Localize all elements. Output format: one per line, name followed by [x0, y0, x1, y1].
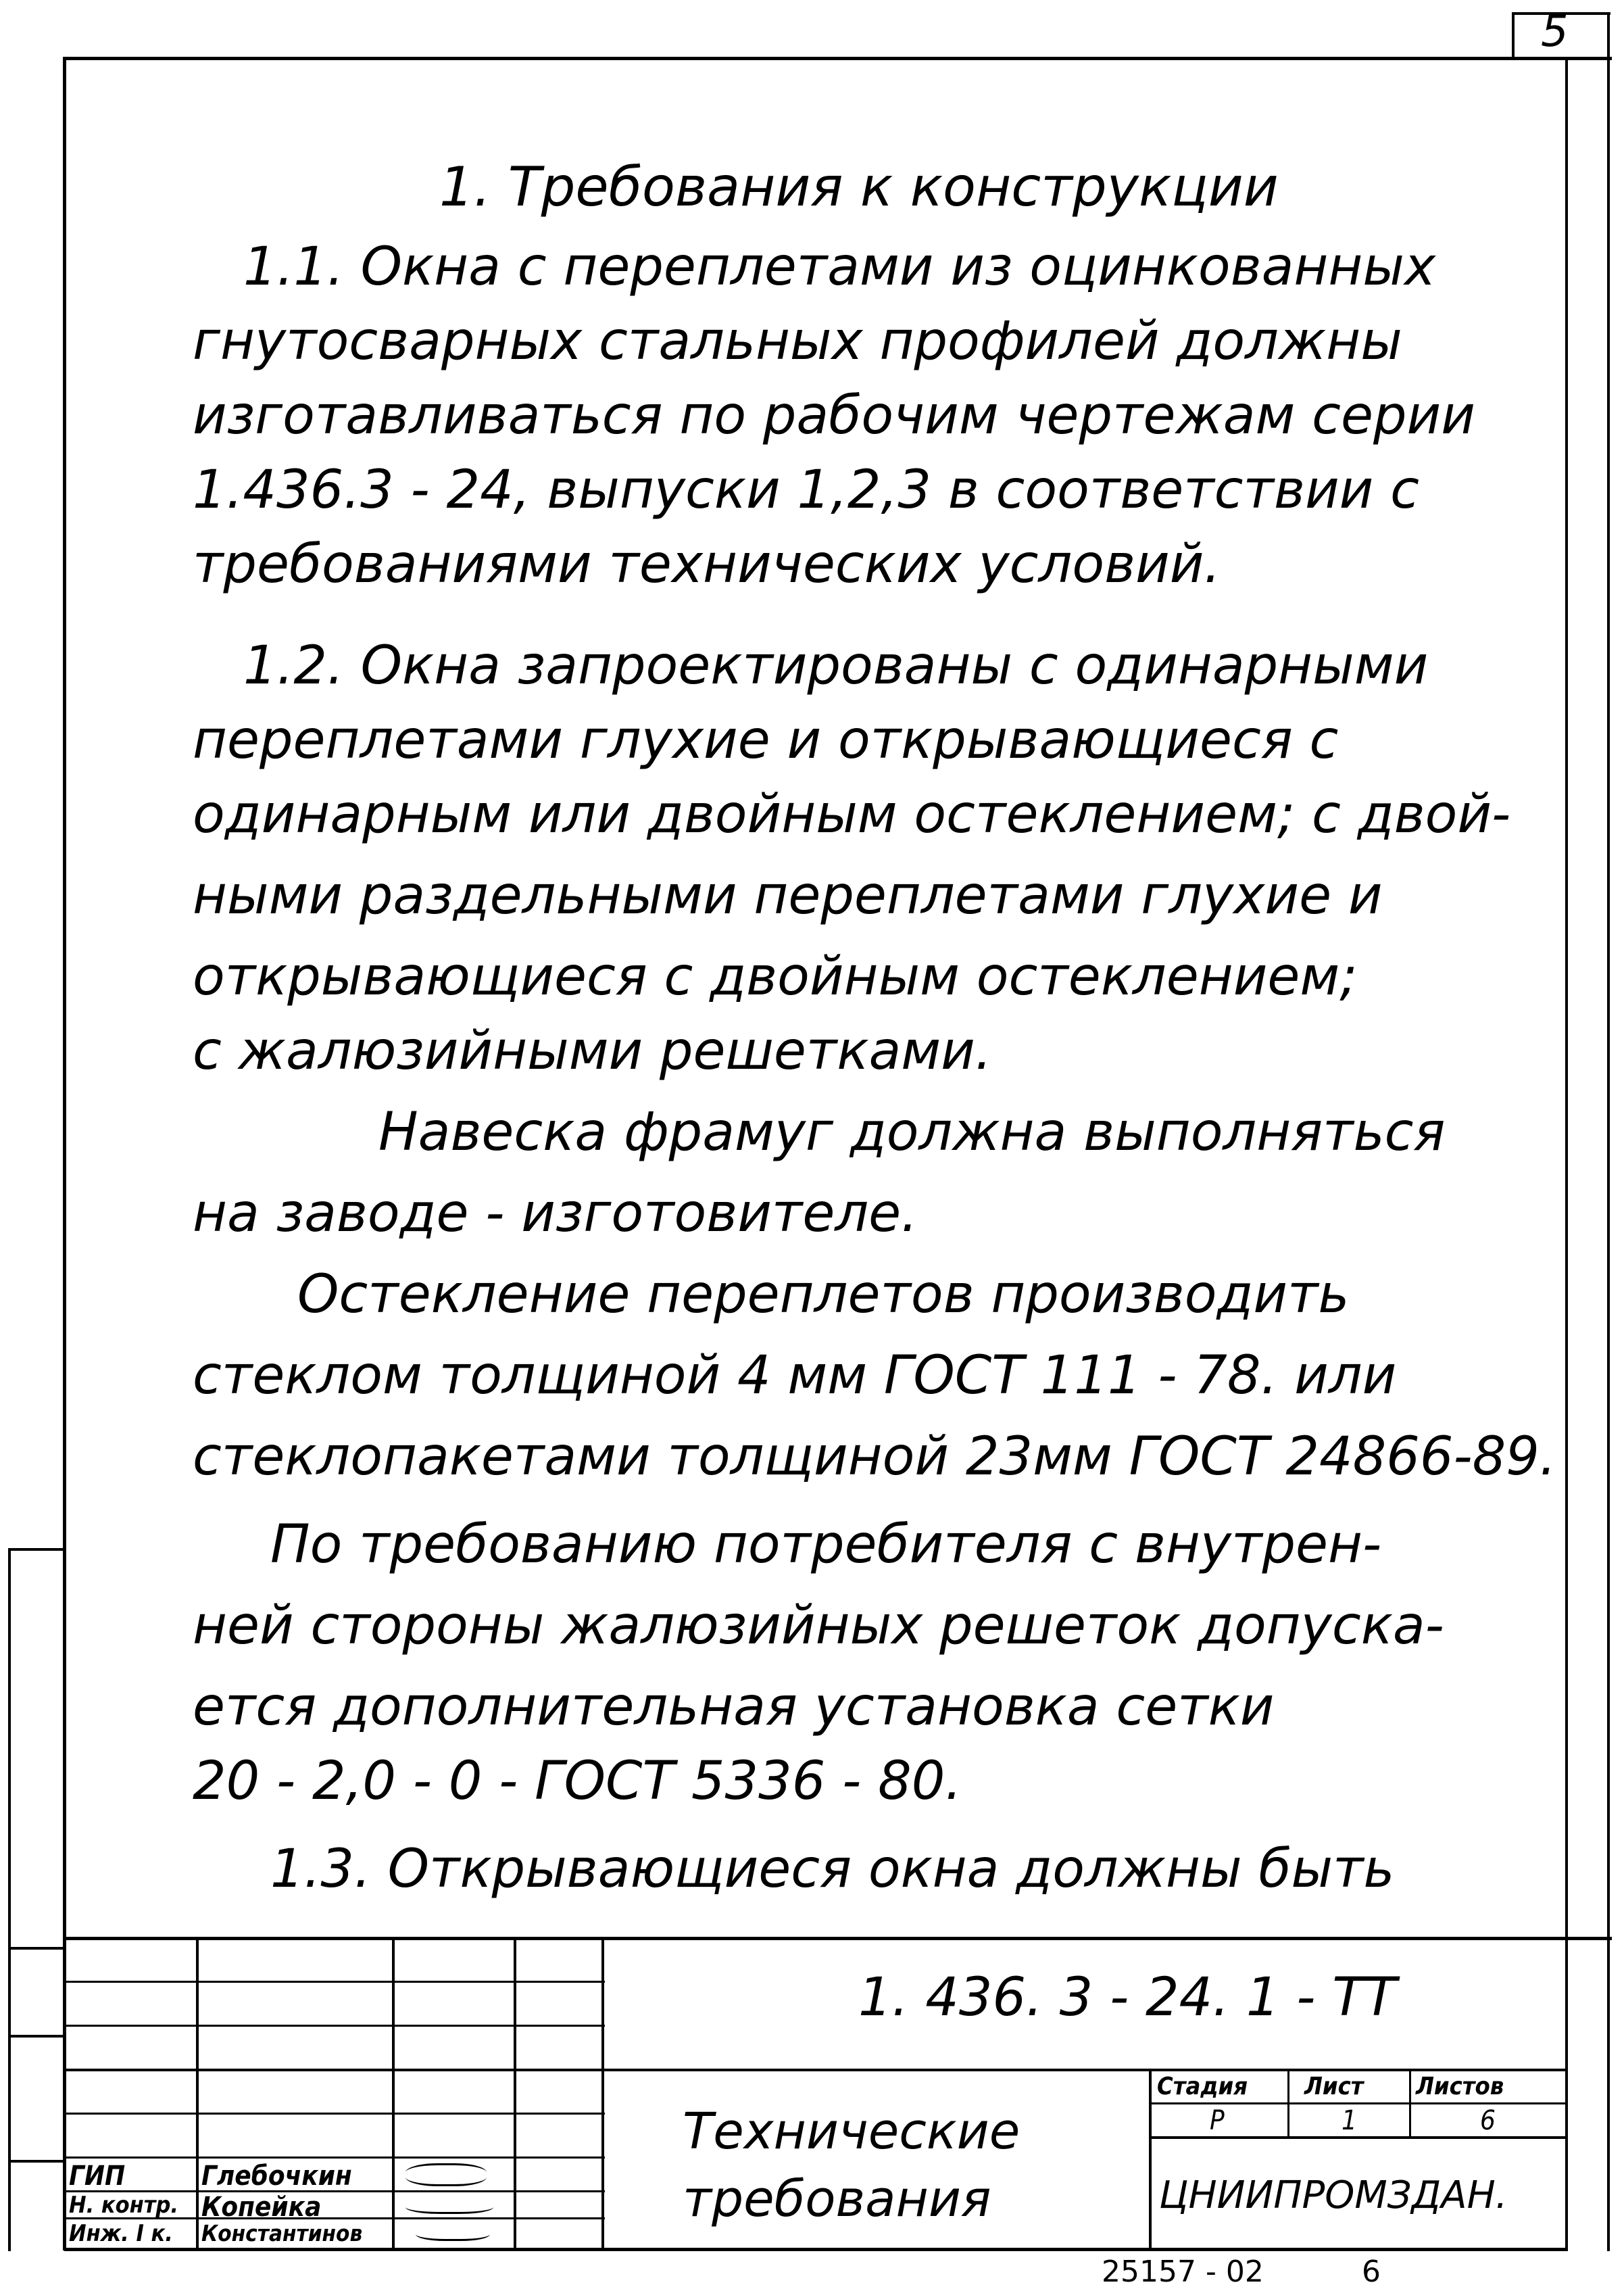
section-heading: 1. Требования к конструкции	[439, 155, 1279, 218]
archive-sheet: 6	[1362, 2255, 1381, 2289]
sheet-number: 5	[1541, 7, 1569, 57]
frame-left	[63, 57, 66, 2250]
title-block-top	[64, 1937, 1612, 1940]
title-grid-row	[64, 2157, 605, 2159]
sheets-header: Листов	[1416, 2073, 1504, 2100]
body-line: открывающиеся с двойным остеклением;	[193, 946, 1358, 1007]
body-line: изготавливаться по рабочим чертежам серии	[193, 385, 1475, 446]
title-right-divider	[1149, 2069, 1152, 2248]
margin-strip-tick-2	[8, 1947, 65, 1950]
frame-bottom	[64, 2248, 1568, 2251]
body-line: 1.2. Окна запроектированы с одинарными	[243, 635, 1429, 696]
margin-strip-tick-4	[8, 2160, 65, 2163]
body-line: Остекление переплетов производить	[297, 1264, 1350, 1325]
title-grid-col	[196, 1937, 199, 2248]
title-grid-row	[64, 2113, 605, 2115]
margin-strip-tick-3	[8, 2035, 65, 2038]
body-line: 1.436.3 - 24, выпуски 1,2,3 в соответствии с	[193, 460, 1420, 521]
stage-value: Р	[1210, 2105, 1225, 2136]
body-line: По требованию потребителя с внутрен-	[270, 1514, 1382, 1575]
title-grid-col	[392, 1937, 395, 2248]
archive-number: 25157 - 02	[1102, 2255, 1264, 2289]
title-right-row	[1149, 2136, 1568, 2139]
corner-box-left	[1512, 14, 1515, 59]
person-name: Копейка	[201, 2192, 322, 2223]
body-line: 20 - 2,0 - 0 - ГОСТ 5336 - 80.	[193, 1751, 962, 1812]
sheet-value: 1	[1342, 2105, 1357, 2136]
body-line: на заводе - изготовителе.	[193, 1183, 918, 1244]
body-line: с жалюзийными решетками.	[193, 1021, 992, 1082]
body-line: стеклом толщиной 4 мм ГОСТ 111 - 78. или	[193, 1345, 1397, 1406]
body-line: одинарным или двойным остеклением; с двой-	[193, 784, 1511, 845]
body-line: стеклопакетами толщиной 23мм ГОСТ 24866-89.	[193, 1426, 1556, 1487]
organization: ЦНИИПРОМЗДАН.	[1159, 2173, 1508, 2217]
body-line: 1.3. Открывающиеся окна должны быть	[270, 1839, 1395, 1900]
document-title-line-1: Технические	[683, 2102, 1020, 2161]
margin-strip-line	[8, 1548, 11, 2251]
title-grid-row	[64, 2025, 605, 2027]
document-code: 1. 436. 3 - 24. 1 - ТТ	[858, 1967, 1397, 2028]
body-line: гнутосварных стальных профилей должны	[193, 311, 1402, 372]
sheets-value: 6	[1480, 2105, 1496, 2136]
frame-top	[64, 57, 1612, 60]
title-grid-col	[601, 1937, 604, 2248]
person-name: Константинов	[201, 2220, 363, 2246]
body-line: ней стороны жалюзийных решеток допуска-	[193, 1595, 1444, 1656]
title-grid-row	[64, 2069, 1568, 2071]
body-line: переплетами глухие и открывающиеся с	[193, 710, 1339, 771]
sheet-header: Лист	[1304, 2073, 1364, 2100]
body-line: требованиями технических условий.	[193, 534, 1221, 595]
signature-2	[405, 2197, 493, 2214]
stage-header: Стадия	[1157, 2073, 1248, 2100]
signature-3	[416, 2224, 490, 2241]
body-line: ными раздельными переплетами глухие и	[193, 865, 1383, 926]
body-line: Навеска фрамуг должна выполняться	[378, 1102, 1446, 1163]
role-label: ГИП	[69, 2161, 126, 2192]
person-name: Глебочкин	[201, 2161, 352, 2192]
title-right-col	[1287, 2069, 1289, 2136]
frame-right-outer	[1607, 14, 1610, 2251]
document-title-line-2: требования	[683, 2170, 991, 2228]
title-right-row	[1149, 2102, 1568, 2104]
role-label: Н. контр.	[69, 2192, 179, 2219]
signature-1	[405, 2163, 487, 2186]
body-line: ется дополнительная установка сетки	[193, 1677, 1275, 1737]
role-label: Инж. I к.	[69, 2220, 173, 2247]
title-grid-row	[64, 1981, 605, 1983]
title-grid-col	[514, 1937, 516, 2248]
margin-strip-tick-1	[8, 1548, 65, 1551]
title-right-col	[1409, 2069, 1411, 2136]
frame-right-inner	[1565, 59, 1568, 2250]
body-line: 1.1. Окна с переплетами из оцинкованных	[243, 237, 1436, 297]
